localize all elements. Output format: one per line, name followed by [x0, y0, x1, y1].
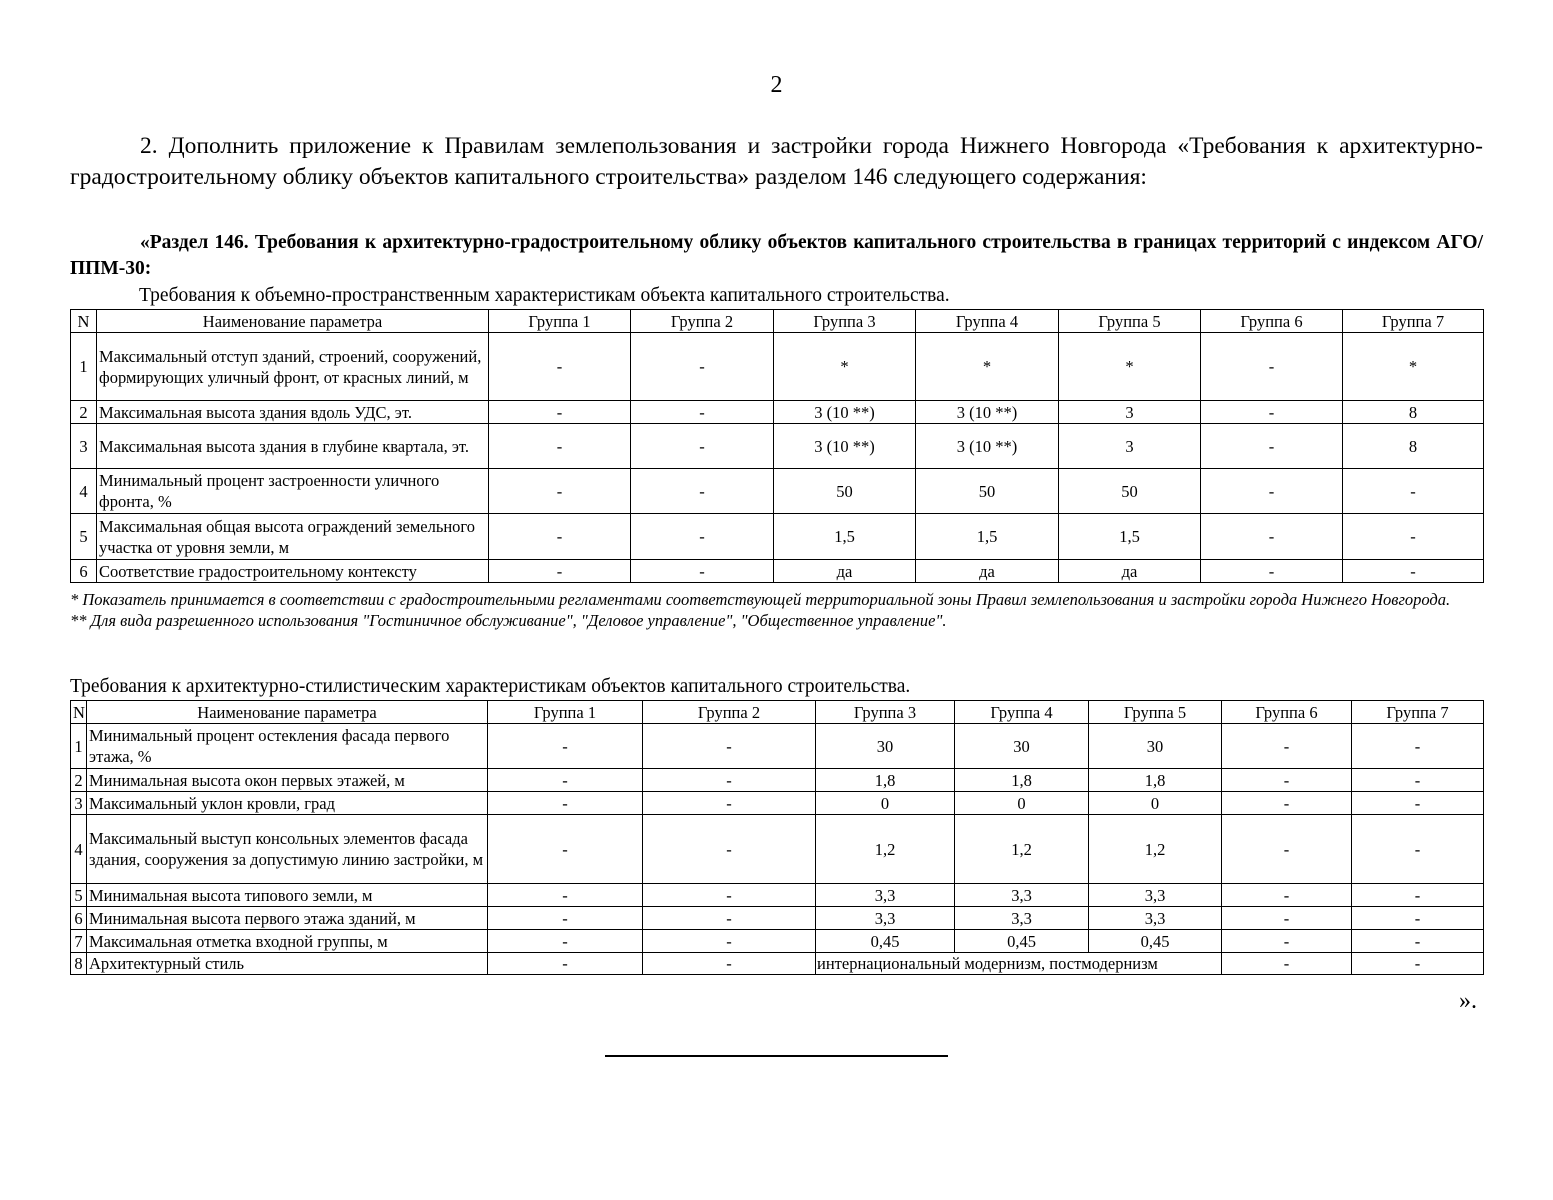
group4-value: 50 [916, 469, 1059, 514]
volume-spatial-requirements-table [70, 309, 1484, 583]
footnote-1: * Показатель принимается в соответствии с градостроительными регламентами соответствующей территориальной зоны Правил землепользования и застройки города Нижнего Новгорода. [70, 590, 1451, 609]
group5-value: 30 [1089, 724, 1222, 769]
group4-value: 3,3 [955, 884, 1089, 907]
group5-value: 1,8 [1089, 769, 1222, 792]
group7-value: - [1352, 884, 1484, 907]
table-row [71, 469, 1484, 514]
group2-value: - [643, 884, 816, 907]
table2-caption: Требования к архитектурно-стилистическим характеристикам объектов капитального строительства. [70, 676, 911, 697]
footnote-2: ** Для вида разрешенного использования "Гостиничное обслуживание", "Деловое управление", "Общественное управление". [70, 611, 947, 630]
group1-value: - [488, 769, 643, 792]
table-row [71, 884, 1484, 907]
parameter-name: Архитектурный стиль [87, 953, 488, 975]
group6-value: - [1201, 560, 1343, 583]
column-header: Группа 6 [1222, 701, 1352, 724]
group7-value: - [1352, 930, 1484, 953]
group3-value: 3,3 [816, 907, 955, 930]
row-number: 6 [71, 560, 97, 583]
table-row [71, 769, 1484, 792]
group6-value: - [1201, 469, 1343, 514]
parameter-name: Максимальная высота здания в глубине квартала, эт. [97, 424, 489, 469]
parameter-name: Соответствие градостроительному контексту [97, 560, 489, 583]
parameter-name: Максимальная отметка входной группы, м [87, 930, 488, 953]
table-row [71, 424, 1484, 469]
group5-value: 0,45 [1089, 930, 1222, 953]
groups-3-5-value: интернациональный модернизм, постмодернизм [816, 953, 1222, 975]
group5-value: 1,5 [1059, 514, 1201, 560]
group4-value: 0 [955, 792, 1089, 815]
column-header: Группа 5 [1089, 701, 1222, 724]
group7-value: - [1352, 815, 1484, 884]
group6-value: - [1222, 815, 1352, 884]
column-header: Группа 4 [955, 701, 1089, 724]
column-header: Группа 7 [1352, 701, 1484, 724]
group5-value: 3 [1059, 424, 1201, 469]
group4-value: 1,2 [955, 815, 1089, 884]
group3-value: 1,2 [816, 815, 955, 884]
column-header: Группа 2 [643, 701, 816, 724]
group7-value: * [1343, 333, 1484, 401]
group3-value: * [774, 333, 916, 401]
row-number: 4 [71, 815, 87, 884]
closing-quote: ». [1459, 988, 1477, 1014]
group4-value: 3 (10 **) [916, 424, 1059, 469]
group7-value: - [1352, 724, 1484, 769]
group2-value: - [643, 907, 816, 930]
column-header: Группа 4 [916, 310, 1059, 333]
group5-value: да [1059, 560, 1201, 583]
group5-value: 50 [1059, 469, 1201, 514]
row-number: 2 [71, 769, 87, 792]
table1-caption: Требования к объемно-пространственным характеристикам объекта капитального строительства. [139, 285, 950, 306]
group6-value: - [1222, 769, 1352, 792]
group7-value: 8 [1343, 401, 1484, 424]
column-header: Наименование параметра [87, 701, 488, 724]
group7-value: - [1343, 514, 1484, 560]
table-header-row [71, 701, 1484, 724]
table-row [71, 953, 1484, 975]
table-row [71, 792, 1484, 815]
parameter-name: Максимальный отступ зданий, строений, сооружений, формирующих уличный фронт, от красных линий, м [97, 333, 489, 401]
group4-value: 1,8 [955, 769, 1089, 792]
table-header-row [71, 310, 1484, 333]
column-header: N [71, 310, 97, 333]
group7-value: 8 [1343, 424, 1484, 469]
group1-value: - [489, 333, 631, 401]
table-row [71, 560, 1484, 583]
group5-value: 3 [1059, 401, 1201, 424]
group4-value: * [916, 333, 1059, 401]
group7-value: - [1343, 469, 1484, 514]
row-number: 6 [71, 907, 87, 930]
column-header: Группа 7 [1343, 310, 1484, 333]
group6-value: - [1222, 792, 1352, 815]
group3-value: 3 (10 **) [774, 401, 916, 424]
group2-value: - [643, 724, 816, 769]
table-row [71, 907, 1484, 930]
group2-value: - [643, 792, 816, 815]
group1-value: - [489, 560, 631, 583]
group7-value: - [1352, 792, 1484, 815]
group4-value: 3 (10 **) [916, 401, 1059, 424]
group1-value: - [489, 401, 631, 424]
parameter-name: Минимальный процент застроенности уличного фронта, % [97, 469, 489, 514]
parameter-name: Минимальная высота типового земли, м [87, 884, 488, 907]
parameter-name: Максимальная общая высота ограждений земельного участка от уровня земли, м [97, 514, 489, 560]
group7-value: - [1343, 560, 1484, 583]
column-header: Наименование параметра [97, 310, 489, 333]
group2-value: - [631, 469, 774, 514]
group6-value: - [1222, 724, 1352, 769]
row-number: 1 [71, 333, 97, 401]
separator-line [605, 1055, 948, 1057]
group1-value: - [488, 884, 643, 907]
group2-value: - [631, 514, 774, 560]
group2-value: - [643, 815, 816, 884]
group2-value: - [643, 953, 816, 975]
row-number: 1 [71, 724, 87, 769]
row-number: 5 [71, 514, 97, 560]
group1-value: - [488, 953, 643, 975]
column-header: Группа 3 [774, 310, 916, 333]
group3-value: 1,5 [774, 514, 916, 560]
parameter-name: Минимальный процент остекления фасада первого этажа, % [87, 724, 488, 769]
group2-value: - [631, 560, 774, 583]
parameter-name: Минимальная высота окон первых этажей, м [87, 769, 488, 792]
parameter-name: Минимальная высота первого этажа зданий, м [87, 907, 488, 930]
group2-value: - [631, 333, 774, 401]
column-header: Группа 3 [816, 701, 955, 724]
parameter-name: Максимальная высота здания вдоль УДС, эт. [97, 401, 489, 424]
group2-value: - [631, 424, 774, 469]
group2-value: - [643, 769, 816, 792]
group1-value: - [488, 907, 643, 930]
column-header: Группа 2 [631, 310, 774, 333]
row-number: 7 [71, 930, 87, 953]
group1-value: - [488, 815, 643, 884]
group5-value: 0 [1089, 792, 1222, 815]
group2-value: - [643, 930, 816, 953]
column-header: Группа 1 [489, 310, 631, 333]
amendment-paragraph: 2. Дополнить приложение к Правилам землепользования и застройки города Нижнего Новгорода «Требования к архитектурно-градостроительному облику объектов капитального строительства» разделом 146 следующего содержания: [70, 133, 1483, 190]
group2-value: - [631, 401, 774, 424]
group3-value: 0,45 [816, 930, 955, 953]
group1-value: - [489, 469, 631, 514]
group3-value: 50 [774, 469, 916, 514]
group4-value: 3,3 [955, 907, 1089, 930]
table-row [71, 514, 1484, 560]
row-number: 4 [71, 469, 97, 514]
footnotes [70, 589, 1483, 631]
group6-value: - [1201, 424, 1343, 469]
group1-value: - [488, 930, 643, 953]
group1-value: - [489, 514, 631, 560]
group3-value: 0 [816, 792, 955, 815]
group4-value: 30 [955, 724, 1089, 769]
row-number: 2 [71, 401, 97, 424]
group7-value: - [1352, 769, 1484, 792]
group3-value: 3,3 [816, 884, 955, 907]
group6-value: - [1222, 930, 1352, 953]
parameter-name: Максимальный выступ консольных элементов фасада здания, сооружения за допустимую линию застройки, м [87, 815, 488, 884]
group4-value: 1,5 [916, 514, 1059, 560]
group6-value: - [1201, 514, 1343, 560]
section-heading: «Раздел 146. Требования к архитектурно-градостроительному облику объектов капитального строительства в границах территорий с индексом АГО/ППМ-30: [70, 232, 1483, 279]
group5-value: 1,2 [1089, 815, 1222, 884]
table-row [71, 401, 1484, 424]
table-row [71, 724, 1484, 769]
group6-value: - [1222, 907, 1352, 930]
column-header: N [71, 701, 87, 724]
column-header: Группа 1 [488, 701, 643, 724]
group1-value: - [488, 792, 643, 815]
parameter-name: Максимальный уклон кровли, град [87, 792, 488, 815]
table-row [71, 333, 1484, 401]
group3-value: да [774, 560, 916, 583]
group7-value: - [1352, 907, 1484, 930]
column-header: Группа 6 [1201, 310, 1343, 333]
group5-value: * [1059, 333, 1201, 401]
page-number: 2 [770, 72, 783, 98]
group6-value: - [1222, 953, 1352, 975]
column-header: Группа 5 [1059, 310, 1201, 333]
group6-value: - [1201, 401, 1343, 424]
group6-value: - [1222, 884, 1352, 907]
group5-value: 3,3 [1089, 907, 1222, 930]
group1-value: - [489, 424, 631, 469]
row-number: 3 [71, 424, 97, 469]
row-number: 3 [71, 792, 87, 815]
group7-value: - [1352, 953, 1484, 975]
table-row [71, 930, 1484, 953]
group3-value: 1,8 [816, 769, 955, 792]
group3-value: 30 [816, 724, 955, 769]
group5-value: 3,3 [1089, 884, 1222, 907]
row-number: 8 [71, 953, 87, 975]
group1-value: - [488, 724, 643, 769]
architectural-style-requirements-table [70, 700, 1484, 975]
group3-value: 3 (10 **) [774, 424, 916, 469]
group4-value: 0,45 [955, 930, 1089, 953]
row-number: 5 [71, 884, 87, 907]
group4-value: да [916, 560, 1059, 583]
table-row [71, 815, 1484, 884]
group6-value: - [1201, 333, 1343, 401]
